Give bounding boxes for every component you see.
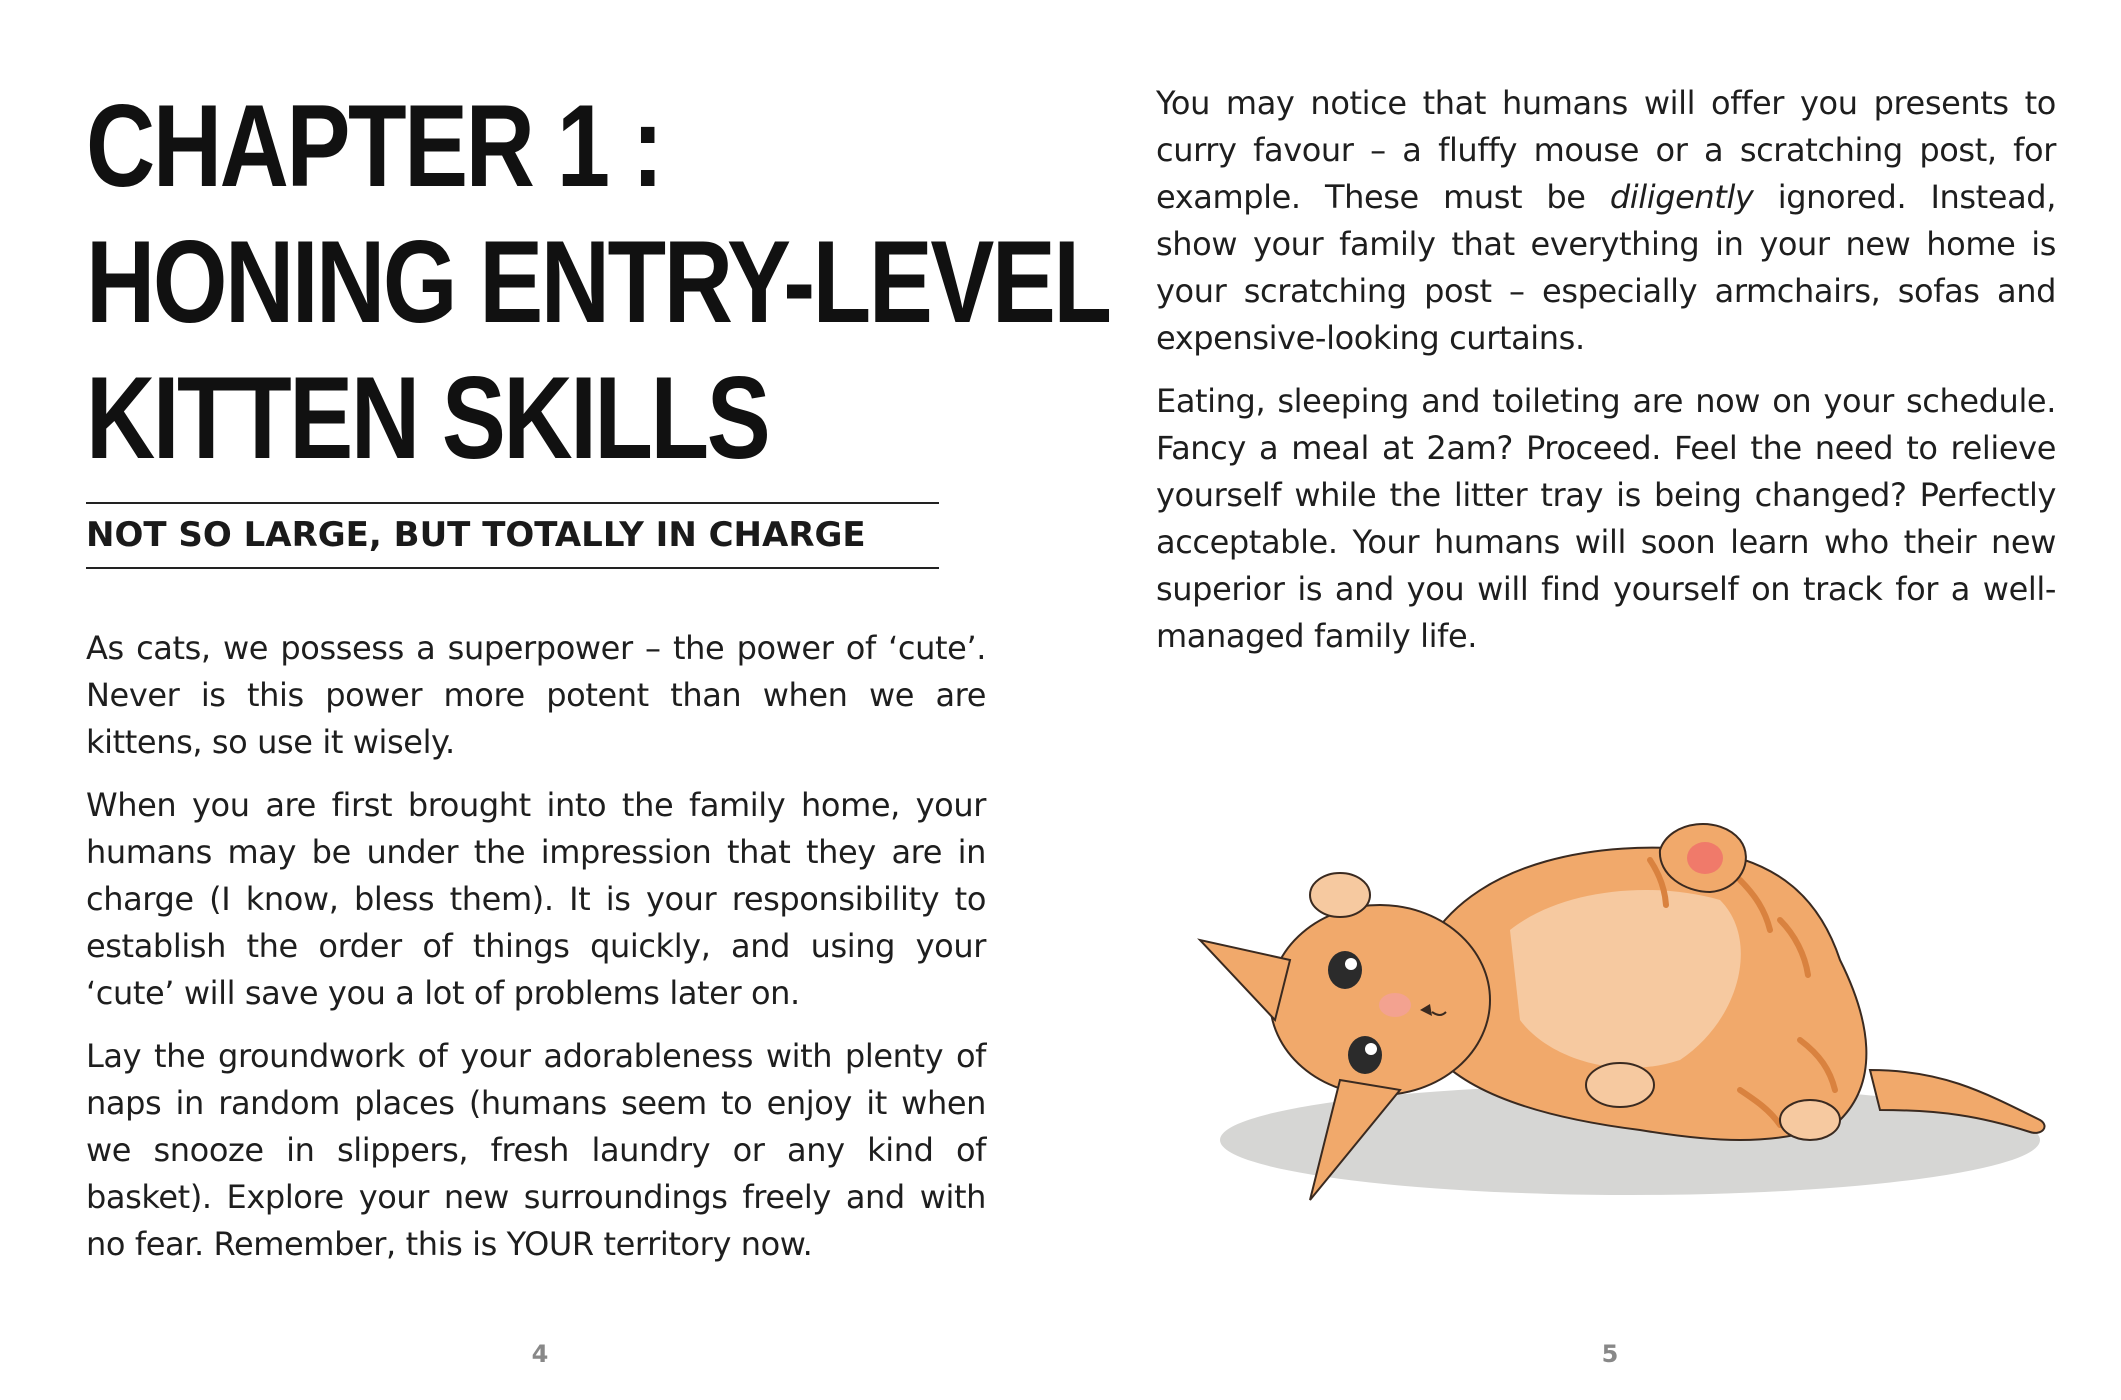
section-divider-top xyxy=(86,502,939,504)
page-number-left: 4 xyxy=(531,1340,549,1368)
chapter-title-line: KITTEN SKILLS xyxy=(86,352,769,483)
kitten-ear xyxy=(1200,940,1290,1020)
ginger-kitten-lying-on-back-icon xyxy=(1180,820,2080,1240)
paragraph: As cats, we possess a superpower – the power of ‘cute’. Never is this power more potent than when we are kittens, so use it wisely. xyxy=(86,629,986,761)
left-body-text xyxy=(86,625,986,1284)
kitten-back-paw xyxy=(1780,1100,1840,1140)
right-page xyxy=(1060,0,2121,1400)
paragraph xyxy=(1156,80,2056,362)
paragraph: When you are first brought into the family home, your humans may be under the impression that they are in charge (I know, bless them). It is your responsibility to establish the order of things quickly, and using your ‘cute’ will save you a lot of problems later on. xyxy=(86,786,986,1012)
eye-highlight xyxy=(1345,958,1357,970)
page-number-right: 5 xyxy=(1601,1340,1619,1368)
paragraph-text: You may notice that humans will offer you presents to curry favour – a fluffy mouse or a scratching post, for example. These must be xyxy=(1156,84,2056,216)
kitten-front-paw xyxy=(1586,1063,1654,1107)
section-heading: NOT SO LARGE, BUT TOTALLY IN CHARGE xyxy=(86,515,866,555)
emphasis-word: diligently xyxy=(1609,178,1754,216)
kitten-eye xyxy=(1328,951,1362,989)
kitten-blush xyxy=(1379,993,1411,1017)
paragraph: Eating, sleeping and toileting are now on your schedule. Fancy a meal at 2am? Proceed. Feel the need to relieve yourself while the litter tray is being changed? Perfectly acceptable. Your humans will soon learn who their new superior is and you will find yourself on track for a well-managed family life. xyxy=(1156,382,2056,655)
eye-highlight xyxy=(1365,1043,1377,1055)
section-divider-bottom xyxy=(86,567,939,569)
chapter-title xyxy=(86,78,1110,486)
paragraph: Lay the groundwork of your adorableness with plenty of naps in random places (humans seem to enjoy it when we snooze in slippers, fresh laundry or any kind of basket). Explore your new surroundings freely and with no fear. Remember, this is YOUR territory now. xyxy=(86,1037,986,1263)
paw-pad xyxy=(1687,842,1723,874)
chapter-title-line: CHAPTER 1 : xyxy=(86,80,662,211)
right-body-text xyxy=(1156,80,2056,676)
chapter-title-line: HONING ENTRY-LEVEL xyxy=(86,216,1110,347)
paragraph-text: ignored. Instead, show your family that everything in your new home is your scratching post – especially armchairs, sofas and expensive-looking curtains. xyxy=(1156,178,2056,357)
kitten-eye xyxy=(1348,1036,1382,1074)
kitten-front-paw xyxy=(1310,873,1370,917)
kitten-head xyxy=(1270,905,1490,1095)
